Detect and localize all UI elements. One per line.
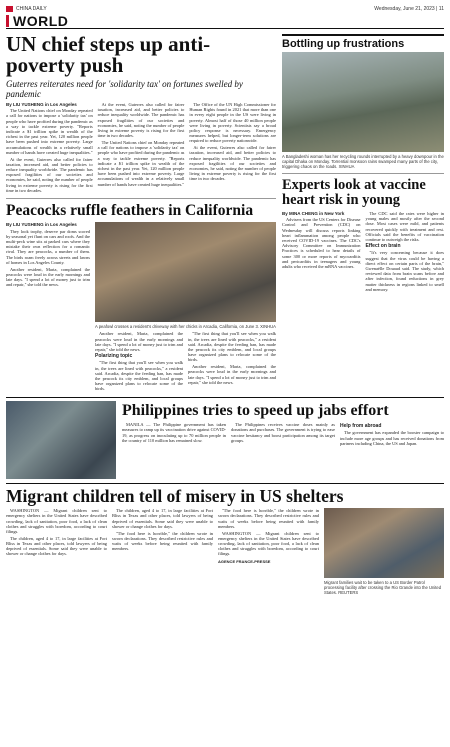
story5-caption: Migrant families wait to be taken to a US Border Patrol processing facility after crossing the Rio Grande into the United States. REUTERS	[324, 580, 442, 596]
story4-body	[122, 422, 444, 447]
photo-feature-title[interactable]: Bottling up frustrations	[282, 34, 444, 50]
story2-headline[interactable]: Experts look at vaccine heart risk in young	[282, 177, 426, 208]
paper-logo	[6, 6, 13, 12]
story2-text-3: "It's very concerning because it does suggest that the virus could be having a direct effect on certain parts of the brain," Gwenaëlle Douaud said. The study, which reviewed data from brain scans before and after infection, found reductions in grey matter thickness in regions linked to smell and memory.	[365, 250, 444, 292]
story3-text-2: Another resident, Maria, complained the peacocks were loud in the early mornings and late days. "I spend a lot of money just to trim and repair," she told the news.	[95, 331, 183, 353]
story5-text-3b: WASHINGTON — Migrant children sent to emergency shelters in the United States have described crowding, lack of sanitation, poor food, a lack of clean clothes and struggles with boredom, according to court filings.	[218, 530, 319, 557]
story2-byline: By MINA CHENG in New York	[282, 211, 345, 216]
story3-text-3b: "The first thing that you'll see when you walk in, the trees are lined with peacocks," a resident said. Arcadia, despite the feeding ban, has made the peacock its city emblem, and local groups have organized plans to relocate some of the birds.	[95, 360, 183, 392]
section-header	[6, 13, 444, 29]
story3-text-2b: Another resident, Maria, complained the peacocks were loud in the early mornings and late days. "I spend a lot of money just to trim and repair," she told the news.	[188, 364, 276, 385]
story3-subhead: Polarizing topic	[95, 353, 133, 360]
story1-text-2: At the event, Guterres also called for fairer taxation, increased aid, and better policies to reduce inequality worldwide. The pandemic has exposed fragilities of our societies and economies, he said, noting the number of people living in extreme poverty is rising for the first time in two decades.	[97, 102, 185, 139]
story3-col3	[188, 331, 276, 393]
story4-headline[interactable]: Philippines tries to speed up jabs effort	[122, 402, 389, 420]
story5-photo-block	[324, 508, 444, 595]
page-number: 11	[438, 5, 444, 12]
left-column	[6, 32, 276, 393]
story2-text-1: Advisers from the US Centers for Disease Control and Prevention (CDC) on Wednesday will discuss reports linking heart inflammation among people who received COVID-19 vaccines. The CDC's Advisory Committee on Immunization Practices is scheduled to hear details of some 300 or more reports of myocarditis and pericarditis in teenagers and young adults who received the mRNA vaccines.	[282, 217, 361, 270]
story1-col1	[6, 102, 93, 194]
story5-col1	[6, 508, 107, 595]
story3-text-3: "The first thing that you'll see when you walk in, the trees are lined with peacocks," a resident said. Arcadia, despite the feeding ban, has made the peacock its city emblem, and local groups have organized plans to relocate some of the birds.	[188, 331, 276, 363]
story5-col2	[112, 508, 213, 595]
story5-text-2: The children, aged 4 to 17, in large facilities at Fort Bliss in Texas and other places, told lawyers of being deprived of essentials. Some said they were unable to shower or change clothes for days.	[112, 508, 213, 529]
story5-col3	[218, 508, 319, 595]
story4-col1	[122, 422, 226, 447]
masthead-right: Wednesday, June 21, 2023 | 11	[374, 5, 444, 12]
story5-text-2b: "The food here is horrible," the children wrote in sworn declarations. They described restrictive rules and waits of weeks before being reunited with family members.	[112, 530, 213, 552]
story5-text-1b: The children, aged 4 to 17, in large facilities at Fort Bliss in Texas and other places, told lawyers of being deprived of essentials. Some said they were unable to shower or change clothes for days.	[6, 535, 107, 557]
story2-col2	[366, 211, 445, 294]
vaccination-photo	[6, 401, 116, 479]
divider	[6, 397, 444, 398]
section-label: WORLD	[13, 12, 69, 29]
story3-byline: By LIU YUSHENG in Los Angeles	[6, 222, 77, 228]
story5-text-3: "The food here is horrible," the children wrote in sworn declarations. They described restrictive rules and waits of weeks before being reunited with family members.	[218, 508, 319, 529]
story3-col1	[6, 222, 90, 393]
story3-right	[95, 222, 276, 393]
story4-col3	[340, 422, 444, 447]
dhaka-flood-photo	[282, 52, 444, 152]
story3-lower	[95, 331, 276, 393]
story5	[6, 487, 444, 595]
story4-col2	[231, 422, 335, 447]
story2-subhead: Effect on brain	[365, 243, 401, 250]
story3-body	[6, 222, 276, 393]
story4-main	[122, 401, 444, 479]
issue-date: Wednesday, June 21, 2023	[374, 5, 435, 12]
story3-col2	[95, 331, 183, 393]
section-marker	[6, 15, 9, 27]
story3-text-1: They look trophy, deserve par doms scored by seasonal yet flunt on cars and roofs. And the multi-peck wine sits at parked cars where they mistake their own reflection for a romantic rival. They are peacocks, a number of them. The birds roam freely across streets and lawns of homes in Los Angeles County.	[6, 228, 90, 265]
migrant-photo	[324, 508, 444, 578]
story1-text-1b: The United Nations chief on Monday repeated a call for nations to impose a 'solidarity tax' on people who have profited during the pandemic as a way to tackle extreme poverty. "Reports indicate a $1 trillion spike in wealth of the richest in the past year. Yet, 120 million people have been pushed into extreme poverty. Large accumulations of wealth in a relatively small number of hands have created huge inequalities."	[97, 139, 185, 187]
masthead-bar	[6, 4, 444, 13]
right-column	[282, 32, 444, 393]
story5-credit: AGENCE FRANCE-PRESSE	[218, 558, 271, 564]
story1-text-3: The Office of the UN High Commissioner for Human Rights found in 2021 that more than one in every eight people in the US were living in poverty. Almost half of those 40 million people were living in poverty. Scientists say a broad policy response is necessary. Emergency measures helped, but longer-term solutions are required to reduce poverty nationwide.	[189, 102, 277, 144]
story5-body	[6, 508, 444, 595]
story4-text-3: The government has expanded the booster campaign to include more age groups and has received donations from partners including China, the US and Japan.	[340, 430, 444, 446]
top-grid	[6, 32, 444, 393]
divider	[6, 483, 444, 484]
story4	[6, 401, 444, 479]
story3-text-1b: Another resident, Maria, complained the peacocks were loud in the early mornings and late days. "I spend a lot of money just to trim and repair," she told the news.	[6, 266, 90, 288]
story1-byline: By LIU YUSHENG in Los Angeles	[6, 102, 77, 107]
story5-text-1: WASHINGTON — Migrant children sent to emergency shelters in the United States have described crowding, lack of sanitation, poor food, a lack of clean clothes and struggles with boredom, according to court filings.	[6, 508, 107, 534]
story1-headline[interactable]: UN chief steps up anti-poverty push	[6, 32, 211, 77]
story1-text-3b: At the event, Guterres also called for fairer taxation, increased aid, and better policies to reduce inequality worldwide. The pandemic has exposed fragilities of our societies and economies, he said, noting the number of people living in extreme poverty is rising for the first time in two decades.	[189, 145, 277, 182]
story2-col1	[282, 211, 361, 294]
story1-text-1: The United Nations chief on Monday repeated a call for nations to impose a 'solidarity tax' on people who have profited during the pandemic as a way to tackle extreme poverty. "Reports indicate a $1 trillion spike in wealth of the richest in the past year. Yet, 120 million people have been pushed into extreme poverty. Large accumulations of wealth in a relatively small number of hands have created huge inequalities."	[6, 108, 93, 155]
divider	[282, 173, 444, 174]
story4-subhead: Help from abroad	[340, 423, 382, 430]
peafowl-photo	[95, 222, 276, 322]
story5-headline[interactable]: Migrant children tell of misery in US shelters	[6, 486, 344, 507]
paper-name: CHINA DAILY	[16, 5, 47, 12]
divider	[6, 198, 276, 199]
story3-caption: A peafowl crosses a resident's driveway with her chicks in Arcadia, California, on June 3. XINHUA	[95, 324, 276, 330]
story4-text-2: The Philippines receives vaccine doses mainly as donations and purchases. The government is trying to ease vaccine hesitancy and boost participation among its target groups.	[231, 422, 335, 443]
story1-text-2b: At the event, Guterres also called for fairer taxation, increased aid, and better policies to reduce inequality worldwide. The pandemic has exposed fragilities of our societies and economies, he said, noting the number of people living in extreme poverty is rising for the first time in two decades.	[6, 156, 93, 193]
story1-deck: Guterres reiterates need for 'solidarity tax' on fortunes swelled by pandemic	[6, 79, 243, 99]
story1-col2	[98, 102, 185, 194]
bottling-caption: A Bangladeshi woman has her recycling rounds interrupted by a heavy downpour in the capital Dhaka on Monday. Torrential monsoon rains swamped many parts of the city, triggering chaos on the roads. XINHUA	[282, 154, 444, 169]
story1-body	[6, 102, 276, 194]
story2-body	[282, 211, 444, 294]
story1-col3	[189, 102, 276, 194]
story2-text-2: The CDC said the rates were higher in young males and mostly after the second dose. Most cases were mild, and patients recovered quickly with treatment and rest. Officials said the benefits of vaccination continue to outweigh the risks.	[365, 211, 444, 243]
story3-headline[interactable]: Peacocks ruffle feathers in California	[6, 202, 254, 220]
masthead-left	[6, 6, 47, 12]
story4-text-1: MANILA — The Philippine government has taken measures to ramp up its vaccination drive against COVID-19, as progress on inoculating up to 70 million people in the country of 110 million has remained slow.	[122, 422, 226, 443]
